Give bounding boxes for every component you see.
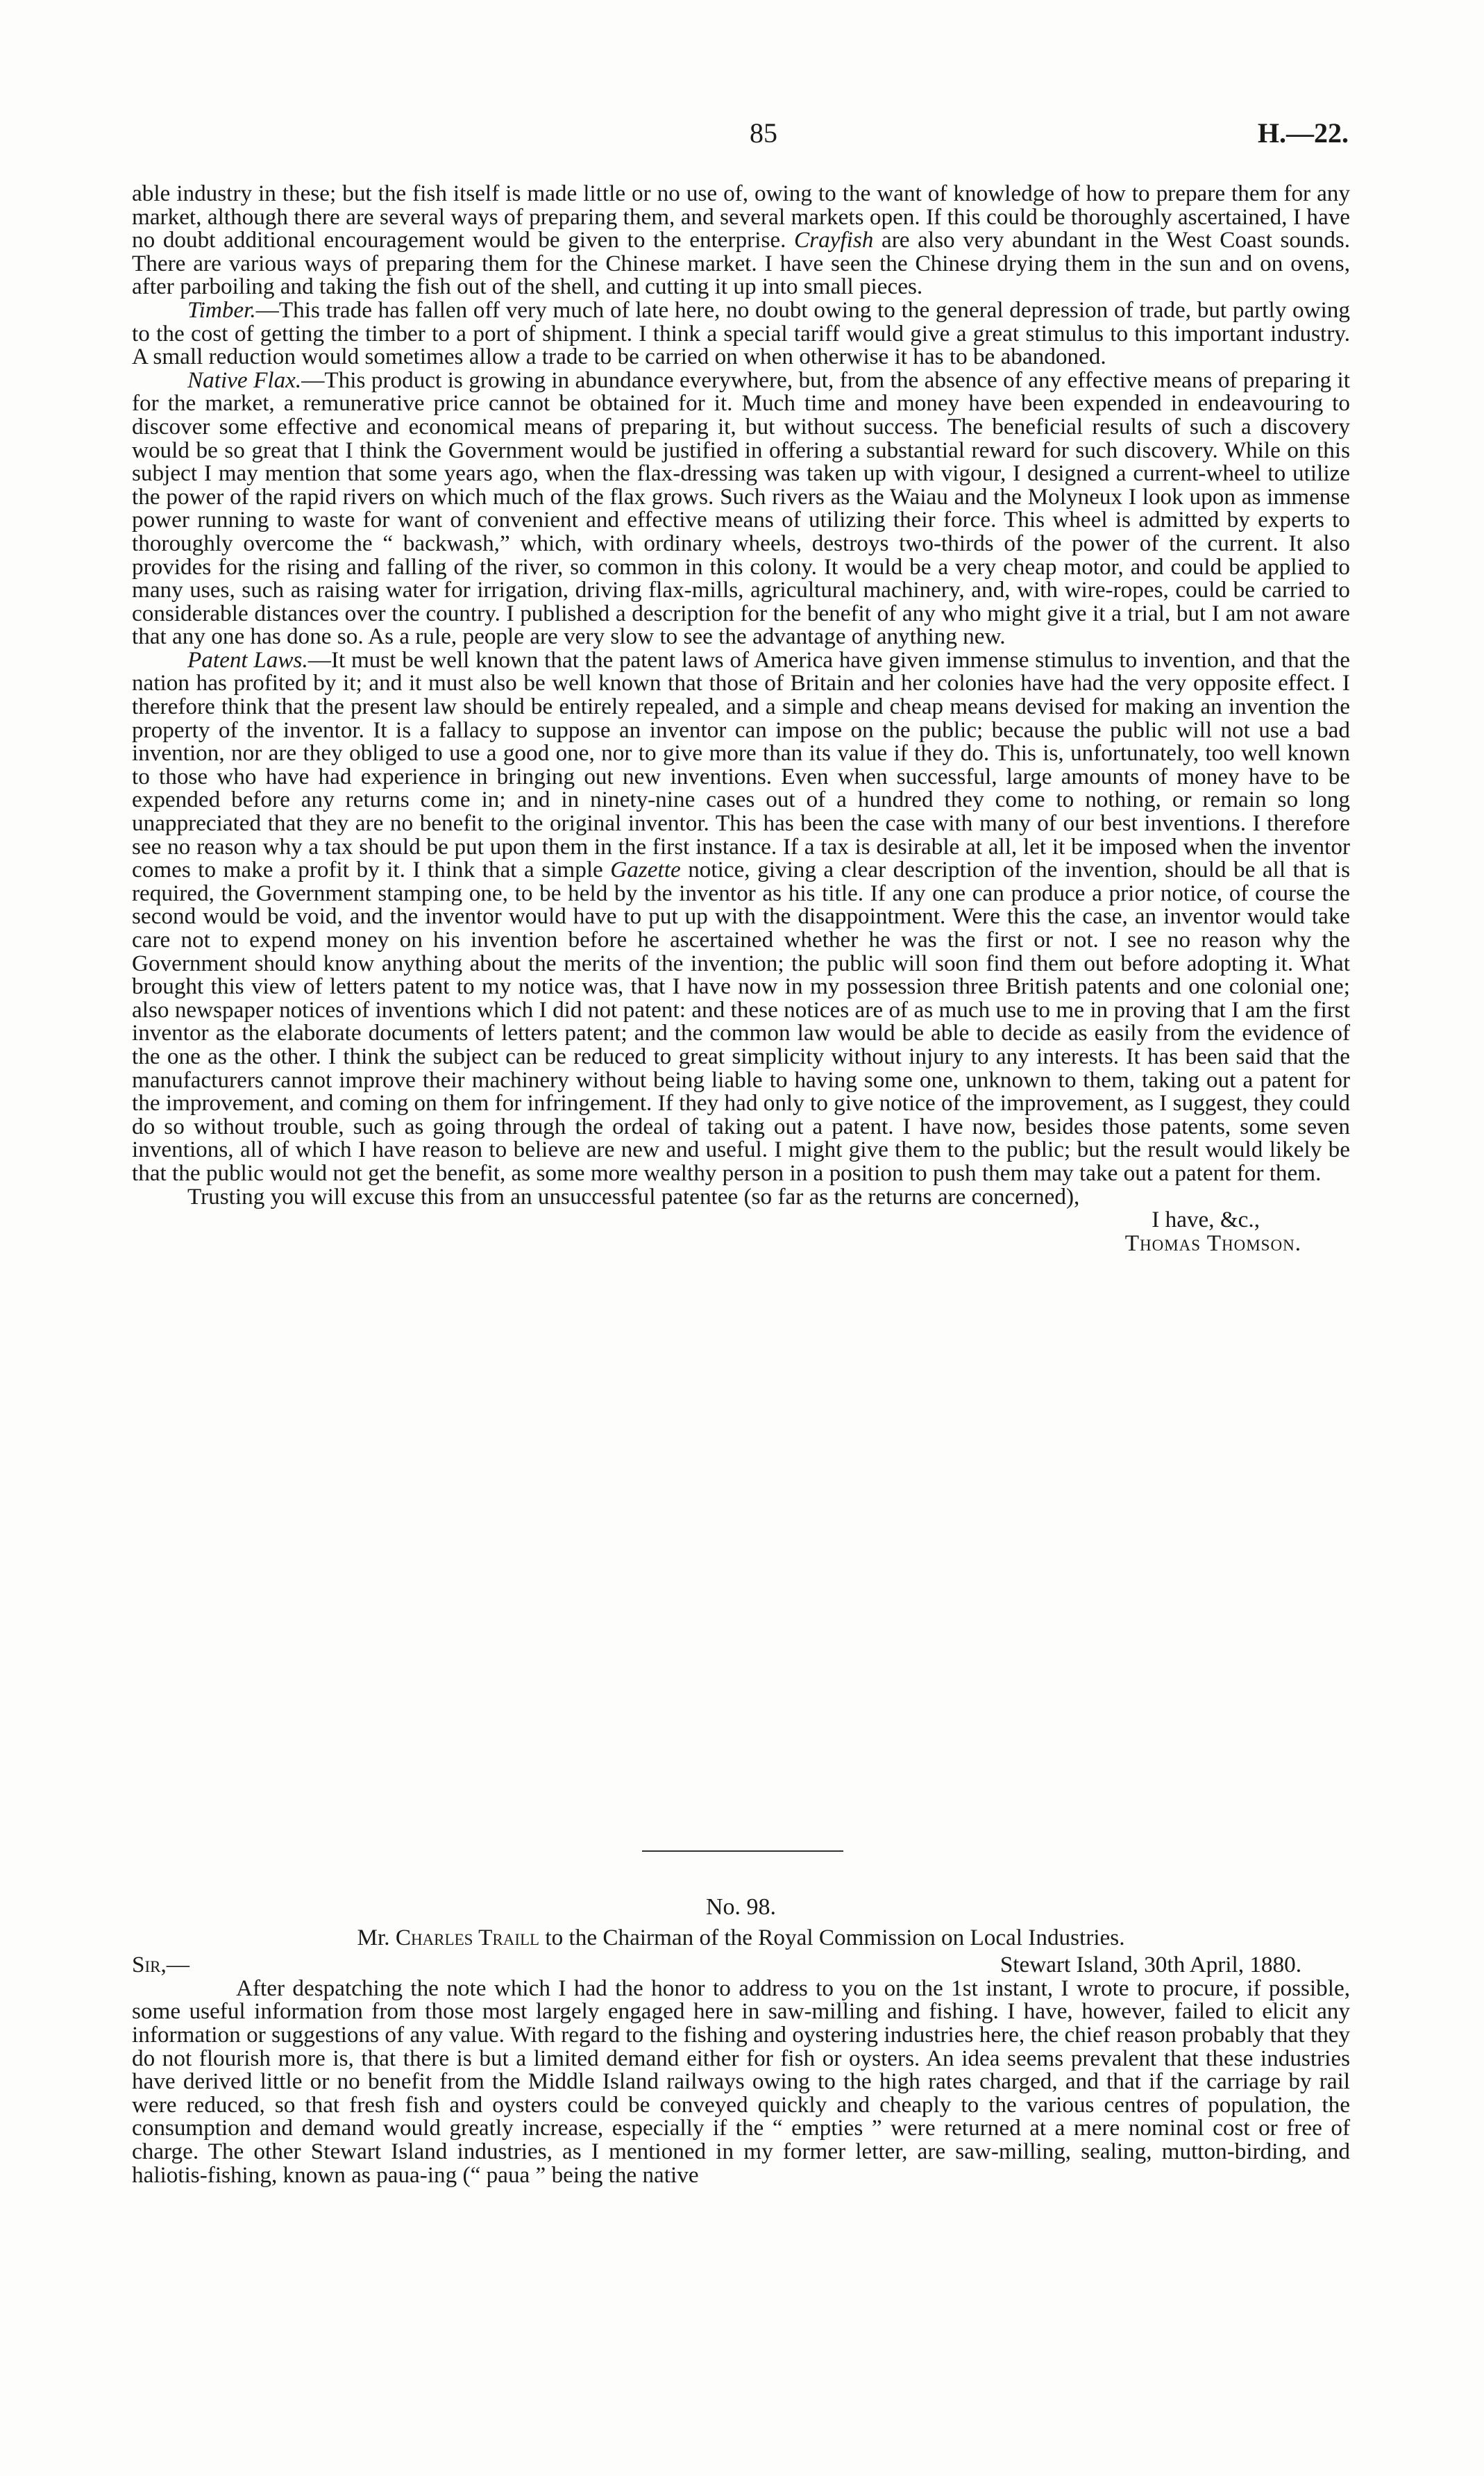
letter-98-body: After despatching the note which I had the honor to address to you on the 1st instant, I wrote to procure, if possible, some useful information from those most largely engaged here in saw-milling and fishing. I have, however, failed to elicit any information or suggestions of any value. With regard to the fishing and oystering industries here, the chief reason probably that they do not flourish more is, that there is but a limited demand either for fish or oysters. An idea seems prevalent that these industries have derived little or no benefit from the Middle Island railways owing to the high rates charged, and that if the carriage by rail were reduced, so that fresh fish and oysters could be conveyed quickly and cheaply to the various centres of population, the consumption and demand would greatly increase, especially if the “ empties ” were returned at a mere nominal cost or free of charge. The other Stewart Island industries, as I mentioned in my former letter, are saw-milling, sealing, mutton-birding, and haliotis-fishing, known as paua-ing (“ paua ” being the native — [132, 1975, 1350, 2188]
paragraph-native-flax — [132, 369, 1350, 649]
letter-title-prefix: Mr. — [357, 1924, 390, 1950]
place-date: Stewart Island, 30th April, 1880. — [1000, 1952, 1301, 1978]
letter-number: No. 98. — [705, 1894, 777, 1920]
page-number: 85 — [750, 117, 777, 149]
signature: Thomas Thomson. — [1124, 1230, 1301, 1256]
letter-97-body — [132, 182, 1350, 1255]
crayfish-term: Crayfish — [794, 227, 874, 253]
timber-heading: Timber. — [187, 296, 256, 323]
closing-paragraph: Trusting you will excuse this from an unsuccessful patentee (so far as the returns are concerned), — [187, 1183, 1080, 1210]
closing-line: I have, &c., — [1152, 1207, 1260, 1233]
gazette-term: Gazette — [610, 857, 681, 883]
salutation: Sir,— — [132, 1952, 189, 1978]
section-divider — [642, 1850, 843, 1852]
patent-laws-heading: Patent Laws. — [187, 646, 308, 673]
patent-laws-text-b: notice, giving a clear description of the invention, should be all that is required, the Government stamping one, to be held by the inventor as his title. If any one can produce a prior notice, of course the second would be void, and the inventor would have to put up with the disappointment. Were this the case, an inventor would take care not to expend money on his invention before he ascertained whether he was the first or not. I see no reason why the Government should know anything about the merits of the invention; the public will soon find them out before adopting it. What brought this view of letters patent to my notice was, that I have now in my possession three British patents and one colonial one; also newspaper notices of inventions which I did not patent: and these notices are of as much use to me in proving that I am the first inventor as the elaborate documents of letters patent; and the common law would be able to decide as easily from the evidence of the one as the other. I think the subject can be reduced to great simplicity without injury to any interests. It has been said that the manufacturers cannot improve their machinery without being liable to having some one, unknown to them, taking out a patent for the improvement, and coming on them for infringement. If they had only to give notice of the improvement, as I suggest, they could do so without trouble, such as going through the ordeal of taking out a patent. I have now, besides those patents, some seven inventions, all of which I have reason to believe are new and useful. I might give them to the public; but the result would likely be that the public would not get the benefit, as some more wealthy person in a position to push them may take out a patent for them. — [132, 857, 1350, 1186]
letter-98 — [132, 1896, 1350, 2186]
paragraph-timber — [132, 296, 1350, 370]
paragraph-fish-text: able industry in these; but the fish itself is made little or no use of, owing to the want of knowledge of how to prepare them for any market, although there are several ways of preparing them, and several markets open. If this could be thoroughly ascertained, I have no doubt additional encouragement would be given to the enterprise. — [132, 181, 1350, 253]
document-reference: H.—22. — [1257, 117, 1349, 149]
native-flax-heading: Native Flax. — [187, 367, 302, 393]
letter-title-rest: to the Chairman of the Royal Commission on Local Industries. — [545, 1924, 1125, 1950]
paragraph-fish — [132, 182, 1350, 299]
page-header — [0, 117, 1484, 158]
patent-laws-text-a: —It must be well known that the patent laws of America have given immense stimulus to invention, and that the nation has profited by it; and it must also be well known that those of Britain and her colonies have had the very opposite effect. I therefore think that the present law should be entirely repealed, and a simple and cheap means devised for making an invention the property of the inventor. It is a fallacy to suppose an inventor can impose on the public; because the public will not use a bad invention, nor are they obliged to use a good one, nor to give more than its value if they do. This is, unfortunately, too well known to those who have had experience in bringing out new inventions. Even when successful, large amounts of money have to be expended before any returns come in; and in ninety-nine cases out of a hundred they come to nothing, or remain so long unappreciated that they are no benefit to the original inventor. This has been the case with many of our best inventions. I therefore see no reason why a tax should be put upon them in the first instance. If a tax is desirable at all, let it be imposed when the inventor comes to make a profit by it. I think that a simple — [132, 646, 1350, 883]
native-flax-text: —This product is growing in abundance everywhere, but, from the absence of any effective means of preparing it for the market, a remunerative price cannot be obtained for it. Much time and money have been expended in endeavouring to discover some effective and economical means of preparing it, but without success. The beneficial results of such a discovery would be so great that I think the Government would be justified in offering a substantial reward for such discovery. While on this subject I may mention that some years ago, when the flax-dressing was taken up with vigour, I designed a current-wheel to utilize the power of the rapid rivers on which much of the flax grows. Such rivers as the Waiau and the Molyneux I look upon as immense power running to waste for want of convenient and effective means of utilizing their force. This wheel is admitted by experts to thoroughly overcome the “ backwash,” which, with ordinary wheels, destroys two-thirds of the power of the current. It also provides for the rising and falling of the river, so common in this colony. It would be a very cheap motor, and could be applied to many uses, such as raising water for irrigation, driving flax-mills, agricultural machinery, and, with wire-ropes, could be carried to considerable distances over the country. I published a description for the benefit of any who might give it a trial, but I am not aware that any one has done so. As a rule, people are very slow to see the advantage of anything new. — [132, 367, 1350, 650]
paragraph-crayfish-text: are also very abundant in the West Coast sounds. There are various ways of preparing them for the Chinese market. I have seen the Chinese drying them in the sun and on ovens, after parboiling and taking the fish out of the shell, and cutting it up into small pieces. — [132, 227, 1351, 300]
salutation-row — [132, 1953, 1350, 1977]
letter-title — [132, 1926, 1350, 1950]
timber-text: —This trade has fallen off very much of late here, no doubt owing to the general depression of trade, but partly owing to the cost of getting the timber to a port of shipment. I think a special tariff would give a great stimulus to this important industry. A small reduction would sometimes allow a trade to be carried on when otherwise it has to be abandoned. — [132, 296, 1350, 370]
letter-author: Charles Traill — [395, 1924, 540, 1950]
paragraph-patent-laws — [132, 646, 1350, 1186]
